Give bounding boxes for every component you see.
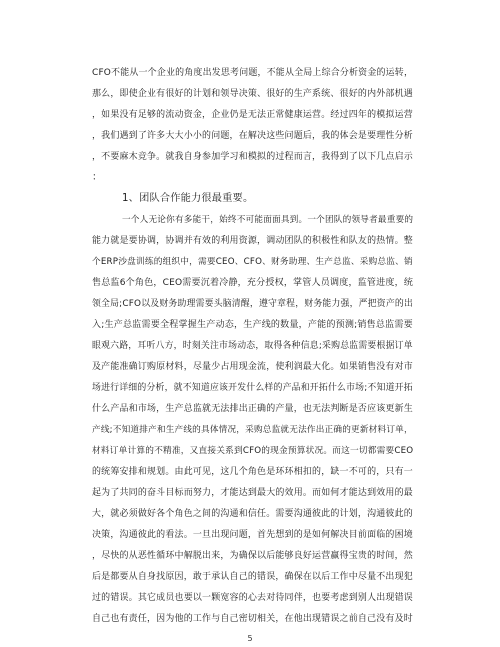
text-line: 过的错误。其它成员也要以一颗宽容的心去对待同伴，也要考虑到别人出现错误 — [92, 593, 413, 603]
text-line: 入;生产总监需要全程掌握生产动态，生产线的数量，产能的预测;销售总监需要 — [92, 320, 413, 330]
page-number: 5 — [247, 634, 253, 643]
text-line: 什么产品和市场，生产总监就无法排出正确的产量，也无法判断是否应该更新生 — [92, 404, 413, 414]
text-line: 售总监6个角色，CEO需要沉着冷静，充分授权，掌管人员调度，监管进度，统 — [92, 278, 414, 288]
text-line: 那么，即使企业有很好的计划和领导决策、很好的生产系统、很好的内外部机遇 — [92, 89, 413, 99]
section-heading: 1、团队合作能力很最重要。 — [122, 193, 254, 204]
text-line: ，不要麻木竞争。就我自身参加学习和模拟的过程而言，我得到了以下几点启示 — [92, 152, 413, 162]
text-line: ： — [92, 172, 103, 183]
text-line: ，尽快的从恶性循环中解脱出来，为确保以后能够良好运营赢得宝贵的时间，然 — [92, 551, 413, 561]
text-line: 后是都要从自身找原因，敢于承认自己的错误，确保在以后工作中尽量不出现犯 — [92, 572, 413, 582]
text-line: 一个人无论你有多能干，始终不可能面面具到。一个团队的领导者最重要的 — [122, 215, 414, 225]
text-line: ，如果没有足够的流动资金，企业仍是无法正常健康运营。经过四年的模拟运营 — [92, 110, 413, 120]
text-line: 决策，沟通彼此的看法。一旦出现问题，首先想到的是如何解决目前面临的困境 — [92, 530, 413, 540]
text-line: 产线;不知道排产和生产线的具体情况，采购总监就无法作出正确的更新材料订单， — [92, 425, 413, 435]
text-line: 大，就必须做好各个角色之间的沟通和信任。需要沟通彼此的计划，沟通彼此的 — [92, 509, 413, 519]
text-line: 的统筹安排和规划。由此可见，这几个角色是环环相扣的，缺一不可的，只有一 — [92, 467, 413, 477]
text-line: 场进行详细的分析，就不知道应该开发什么样的产品和开拓什么市场;不知道开拓 — [92, 383, 413, 393]
text-line: 起为了共同的奋斗目标而努力，才能达到最大的效用。而如何才能达到效用的最 — [92, 488, 413, 498]
text-line: 领全局;CFO以及财务助理需要头脑清醒，遵守章程，财务能力强，严把资产的出 — [92, 299, 413, 309]
text-line: CFO不能从一个企业的角度出发思考问题，不能从全局上综合分析资金的运转， — [92, 68, 414, 78]
text-line: ，我们遇到了许多大大小小的问题，在解决这些问题后，我的体会是要理性分析 — [92, 131, 413, 141]
text-line: 个ERP沙盘训练的组织中，需要CEO、CFO、财务助理、生产总监、采购总监、销 — [92, 257, 413, 267]
text-line: 及产能准确订购原材料，尽量少占用现金流，使利润最大化。如果销售没有对市 — [92, 362, 413, 372]
text-line: 材料订单计算的不精准，又直接关系到CFO的现金预算状况。而这一切都需要CEO — [92, 446, 414, 456]
text-line: 自己也有责任，因为他的工作与自己密切相关，在他出现错误之前自己没有及时 — [92, 614, 413, 624]
text-line: 能力就是要协调，协调并有效的利用资源，调动团队的积极性和队友的热情。整 — [92, 236, 413, 246]
text-line: 眼观六路，耳听八方，时刻关注市场动态，取得各种信息;采购总监需要根据订单 — [92, 341, 413, 351]
